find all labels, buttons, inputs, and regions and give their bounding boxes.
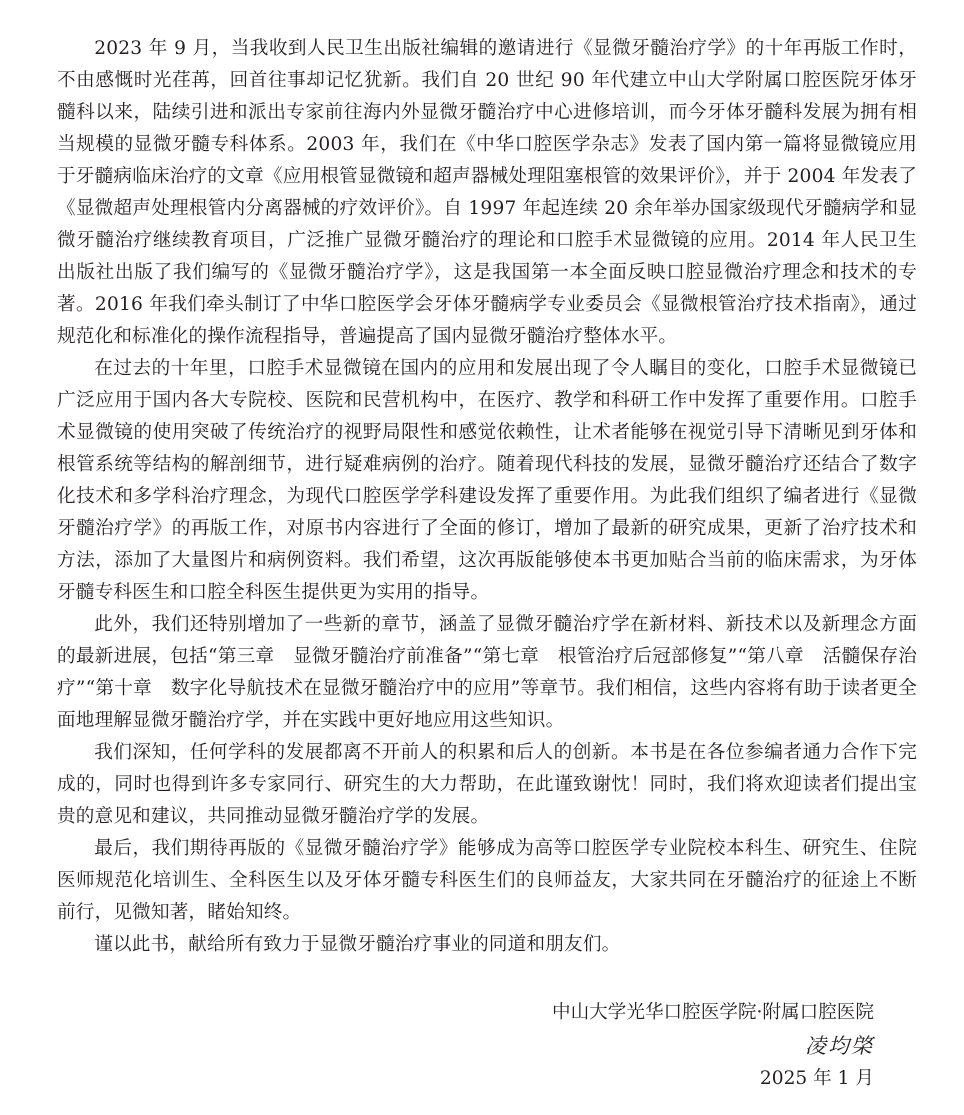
paragraph-5: 最后，我们期待再版的《显微牙髓治疗学》能够成为高等口腔医学专业院校本科生、研究生、住院医师规范化培训生、全科医生以及牙体牙髓专科医生们的良师益友，大家共同在牙髓治疗的征途上不断前行，见微知著，睹始知终。 (57, 838, 917, 923)
signature-block (552, 997, 874, 1095)
signature-date: 2025 年 1 月 (759, 1068, 874, 1089)
paragraph-6: 谨以此书，献给所有致力于显微牙髓治疗事业的同道和朋友们。 (94, 934, 621, 955)
paragraph-1: 2023 年 9 月，当我收到人民卫生出版社编辑的邀请进行《显微牙髓治疗学》的十年再版工作时，不由感慨时光荏苒，回首往事却记忆犹新。我们自 20 世纪 90 年代建立中山大学附属口腔医院牙体牙髓科以来，陆续引进和派出专家前往海内外显微牙髓治疗中心进修培训，而今牙体牙髓科发展为拥有相当规模的显微牙髓专科体系。2003 年，我们在《中华口腔医学杂志》发表了国内第一篇将显微镜应用于牙髓病临床治疗的文章《应用根管显微镜和超声器械处理阻塞根管的效果评价》，并于 2004 年发表了《显微超声处理根管内分离器械的疗效评价》。自 1997 年起连续 20 余年举办国家级现代牙髓病学和显微牙髓治疗继续教育项目，广泛推广显微牙髓治疗的理论和口腔手术显微镜的应用。2014 年人民卫生出版社出版了我们编写的《显微牙髓治疗学》，这是我国第一本全面反映口腔显微治疗理念和技术的专著。2016 年我们牵头制订了中华口腔医学会牙体牙髓病学专业委员会《显微根管治疗技术指南》，通过规范化和标准化的操作流程指导，普遍提高了国内显微牙髓治疗整体水平。 (57, 38, 917, 347)
paragraph-4: 我们深知，任何学科的发展都离不开前人的积累和后人的创新。本书是在各位参编者通力合作下完成的，同时也得到许多专家同行、研究生的大力帮助，在此谨致谢忱！同时，我们将欢迎读者们提出宝贵的意见和建议，共同推动显微牙髓治疗学的发展。 (57, 742, 917, 827)
signature-institution: 中山大学光华口腔医学院·附属口腔医院 (551, 1002, 874, 1023)
preface-body (57, 33, 917, 961)
signature-name: 凌均棨 (805, 1034, 874, 1058)
paragraph-2: 在过去的十年里，口腔手术显微镜在国内的应用和发展出现了令人瞩目的变化，口腔手术显微镜已广泛应用于国内各大专院校、医院和民营机构中，在医疗、教学和科研工作中发挥了重要作用。口腔手术显微镜的使用突破了传统治疗的视野局限性和感觉依赖性，让术者能够在视觉引导下清晰见到牙体和根管系统等结构的解剖细节，进行疑难病例的治疗。随着现代科技的发展，显微牙髓治疗还结合了数字化技术和多学科治疗理念，为现代口腔医学学科建设发挥了重要作用。为此我们组织了编者进行《显微牙髓治疗学》的再版工作，对原书内容进行了全面的修订，增加了最新的研究成果，更新了治疗技术和方法，添加了大量图片和病例资料。我们希望，这次再版能够使本书更加贴合当前的临床需求，为牙体牙髓专科医生和口腔全科医生提供更为实用的指导。 (57, 358, 917, 603)
paragraph-3: 此外，我们还特别增加了一些新的章节，涵盖了显微牙髓治疗学在新材料、新技术以及新理念方面的最新进展，包括“第三章 显微牙髓治疗前准备”“第七章 根管治疗后冠部修复”“第八章 活髓保存治疗”“第十章 数字化导航技术在显微牙髓治疗中的应用”等章节。我们相信，这些内容将有助于读者更全面地理解显微牙髓治疗学，并在实践中更好地应用这些知识。 (57, 614, 917, 731)
